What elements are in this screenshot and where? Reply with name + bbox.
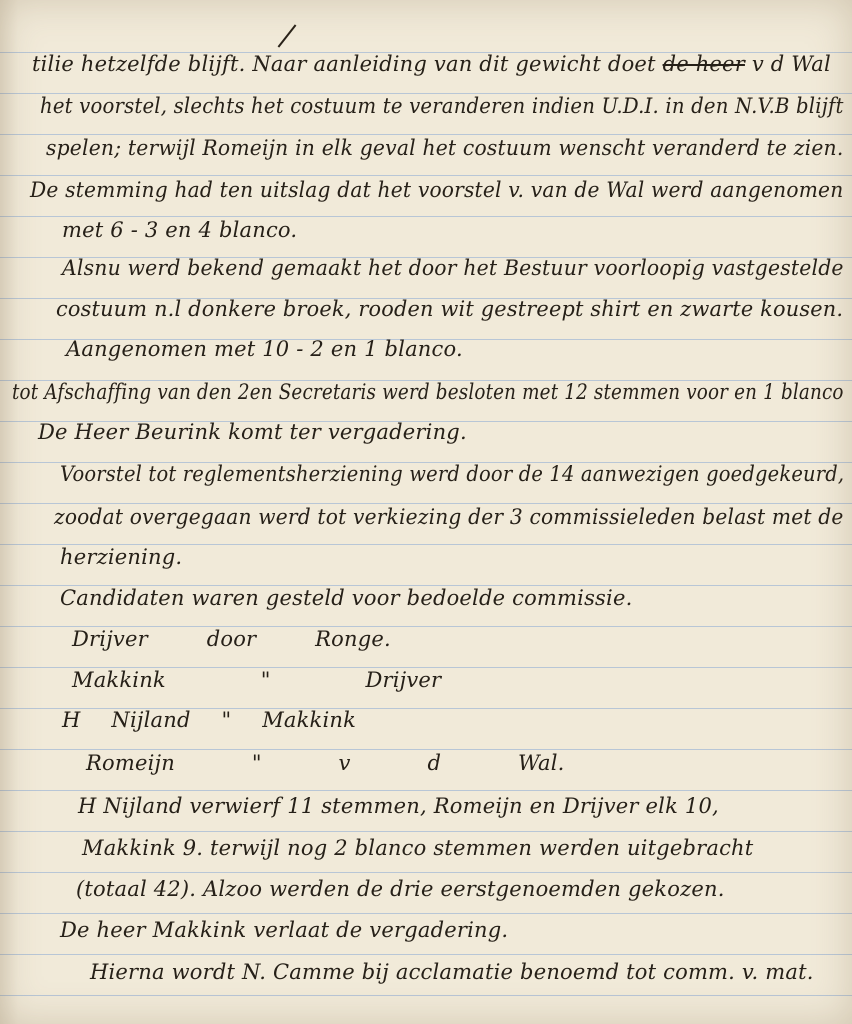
pen-mark [278, 24, 297, 47]
text-line: Aangenomen met 10 - 2 en 1 blanco. [66, 337, 463, 361]
text-line: Candidaten waren gesteld voor bedoelde commissie. [60, 586, 633, 610]
text-line: Hierna wordt N. Camme bij acclamatie benoemd tot comm. v. mat. [90, 960, 814, 984]
text-line: De Heer Beurink komt ter vergadering. [38, 420, 467, 444]
text-line: tot Afschaffing van den 2en Secretaris werd besloten met 12 stemmen voor en 1 blanco [12, 380, 844, 404]
text-line: het voorstel, slechts het costuum te veranderen indien U.D.I. in den N.V.B blijft [40, 94, 844, 118]
text-line: Makkink 9. terwijl nog 2 blanco stemmen werden uitgebracht [82, 836, 754, 860]
text-line [32, 52, 831, 76]
text-line: costuum n.l donkere broek, rooden wit gestreept shirt en zwarte kousen. [56, 297, 844, 321]
text-line: (totaal 42). Alzoo werden de drie eerstgenoemden gekozen. [76, 877, 725, 901]
text-line-start: tilie hetzelfde blijft. Naar aanleiding van dit gewicht doet [32, 52, 663, 76]
text-line: H Nijland " Makkink [62, 708, 357, 732]
text-line: herziening. [60, 545, 183, 569]
text-line: Alsnu werd bekend gemaakt het door het Bestuur voorloopig vastgestelde [62, 256, 844, 280]
text-line: Voorstel tot reglementsherziening werd door de 14 aanwezigen goedgekeurd, [60, 462, 845, 486]
text-line: met 6 - 3 en 4 blanco. [62, 218, 298, 242]
text-line: De stemming had ten uitslag dat het voorstel v. van de Wal werd aangenomen [30, 178, 844, 202]
text-line: Romeijn " v d Wal. [86, 751, 565, 775]
text-line: Makkink " Drijver [72, 668, 442, 692]
text-line: De heer Makkink verlaat de vergadering. [60, 918, 509, 942]
text-line: Drijver door Ronge. [72, 627, 391, 651]
text-line: spelen; terwijl Romeijn in elk geval het costuum wenscht veranderd te zien. [46, 136, 844, 160]
struck-text: de heer [662, 52, 745, 76]
text-line-end: v d Wal [744, 52, 831, 76]
text-line: H Nijland verwierf 11 stemmen, Romeijn en Drijver elk 10, [78, 794, 719, 818]
text-line: zoodat overgegaan werd tot verkiezing der 3 commissieleden belast met de [54, 505, 844, 529]
